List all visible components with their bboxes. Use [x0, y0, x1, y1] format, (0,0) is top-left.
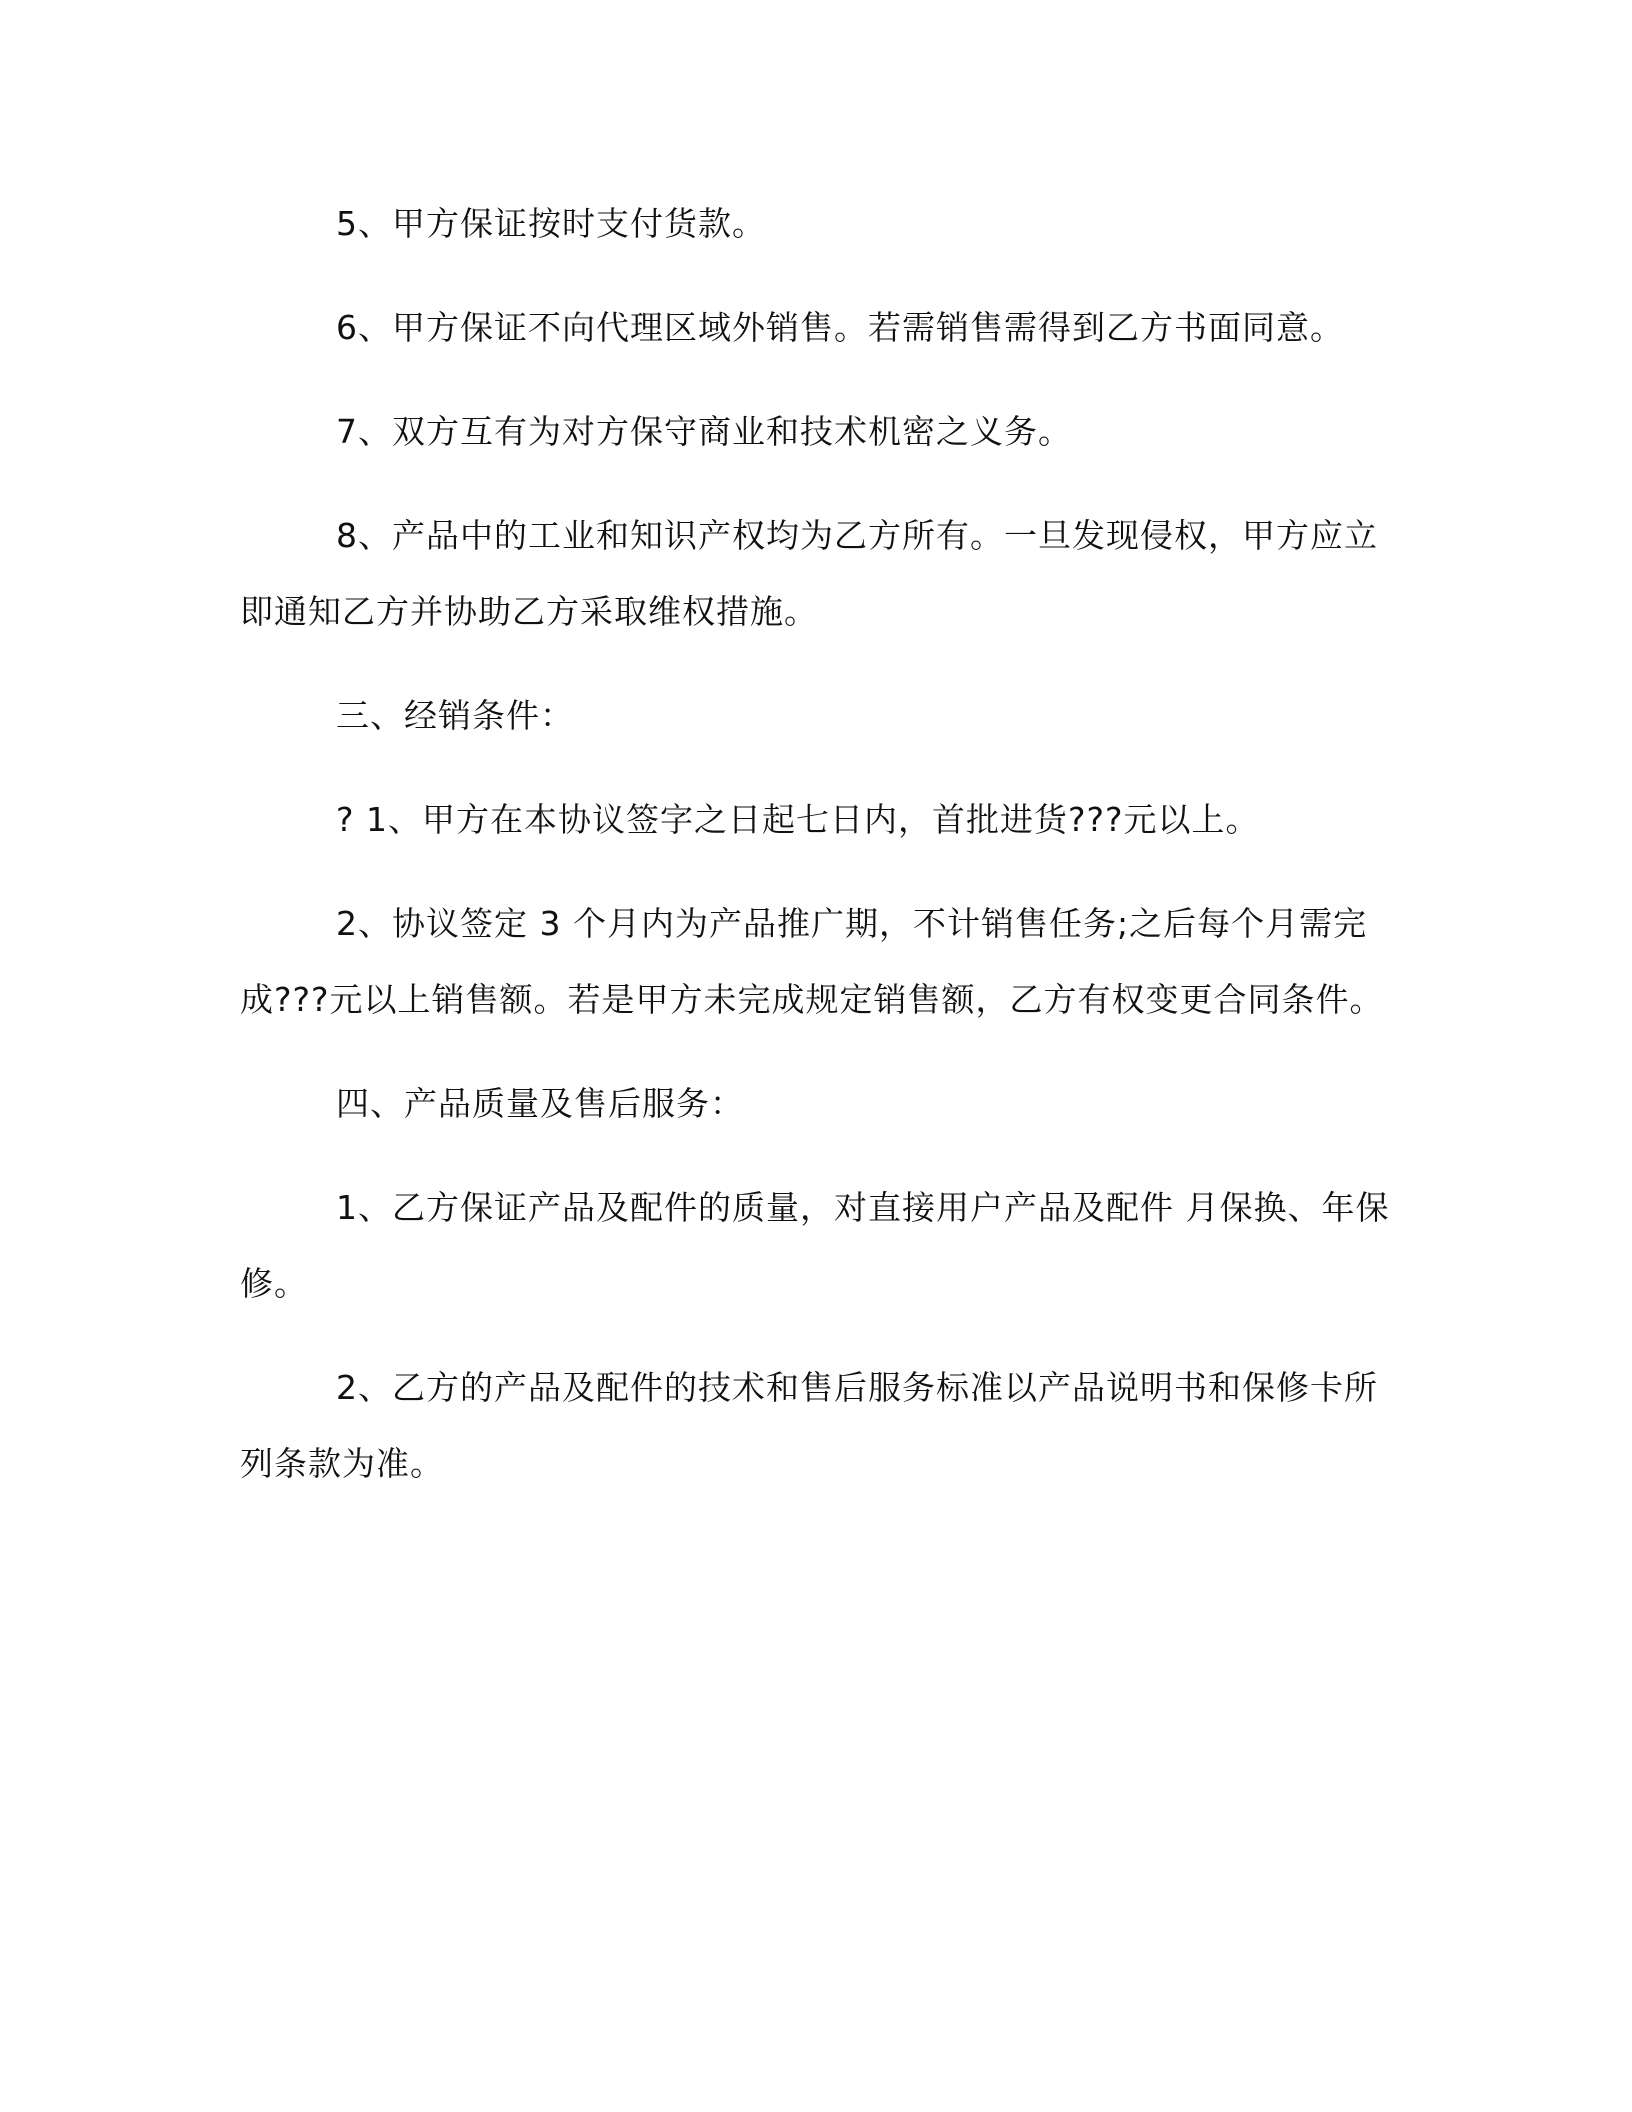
section-heading: 三、经销条件： — [336, 696, 574, 735]
document-body — [240, 186, 1390, 1502]
clause-paragraph: 2、乙方的产品及配件的技术和售后服务标准以产品说明书和保修卡所列条款为准。 — [240, 1368, 1378, 1483]
clause-paragraph: 8、产品中的工业和知识产权均为乙方所有。一旦发现侵权，甲方应立即通知乙方并协助乙方采取维权措施。 — [240, 516, 1378, 631]
section-heading: 四、产品质量及售后服务： — [336, 1084, 744, 1123]
clause-paragraph: 7、双方互有为对方保守商业和技术机密之义务。 — [336, 412, 1072, 451]
clause-paragraph: 1、乙方保证产品及配件的质量，对直接用户产品及配件 月保换、年保修。 — [240, 1188, 1390, 1303]
clause-paragraph: 5、甲方保证按时支付货款。 — [336, 204, 766, 243]
clause-paragraph: 6、甲方保证不向代理区域外销售。若需销售需得到乙方书面同意。 — [336, 308, 1344, 347]
clause-paragraph: 2、协议签定 3 个月内为产品推广期，不计销售任务;之后每个月需完成???元以上销售额。若是甲方未完成规定销售额，乙方有权变更合同条件。 — [240, 904, 1384, 1019]
clause-paragraph: ? 1、甲方在本协议签字之日起七日内，首批进货???元以上。 — [336, 800, 1260, 839]
